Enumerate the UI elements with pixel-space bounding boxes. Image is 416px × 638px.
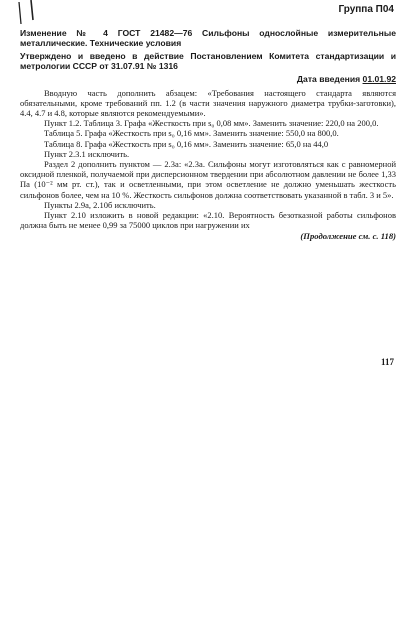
continuation-note: (Продолжение см. с. 118) <box>300 231 396 242</box>
approval-line: Утверждено и введено в действие Постановлением Комитета стандартизации и метрологии СССР от 31.07.91 № 1316 <box>20 50 396 72</box>
paragraph: Пункты 2.9а, 2.10б исключить. <box>44 199 156 210</box>
paragraph: Пункт 1.2. Таблица 3. Графа «Жесткость при s₀ 0,08 мм». Заменить значение: 220,0 на 200,0. <box>44 118 379 129</box>
date-value: 01.01.92 <box>362 73 396 84</box>
paragraph: Раздел 2 дополнить пунктом — 2.3а: «2.3а. Сильфоны могут изготовляться как с равномерной оксидной пленкой, получаемой при дисперсионном твердении при абсолютном давлении не более 1,33 Па (10⁻² мм рт. ст.), так и осветленными, при этом осветление не должно уменьшать жесткость сильфонов более, чем на 10 %. Жесткость сильфонов должна соответствовать указанной в табл. 3 и 5». <box>20 159 396 200</box>
document-body <box>20 28 396 242</box>
paragraph: Таблица 8. Графа «Жесткость при s₀ 0,16 мм». Заменить значение: 65,0 на 44,0 <box>44 138 329 149</box>
group-code: Группа П04 <box>338 4 394 15</box>
page-number: 117 <box>380 357 394 367</box>
amendment-title: Изменение № 4 ГОСТ 21482—76 Сильфоны однослойные измерительные металлические. Технические условия <box>20 28 396 49</box>
paragraph: Пункт 2.10 изложить в новой редакции: «2.10. Вероятность безотказной работы сильфонов должна быть не менее 0,99 за 75000 циклов при нагружении их <box>20 210 396 231</box>
date-label: Дата введения <box>296 73 361 84</box>
paragraph: Таблица 5. Графа «Жесткость при s₀ 0,16 мм». Заменить значение: 550,0 на 800,0. <box>44 128 339 139</box>
paragraph: Вводную часть дополнить абзацем: «Требования настоящего стандарта являются обязательными, кроме требований пп. 1.2 (в части значения наружного диаметра трубки-заготовки), 4.4, 4.7 и 4.8, которые являются рекомендуемыми». <box>20 87 396 119</box>
effective-date <box>20 74 396 84</box>
paragraph: Пункт 2.3.1 исключить. <box>44 148 130 159</box>
